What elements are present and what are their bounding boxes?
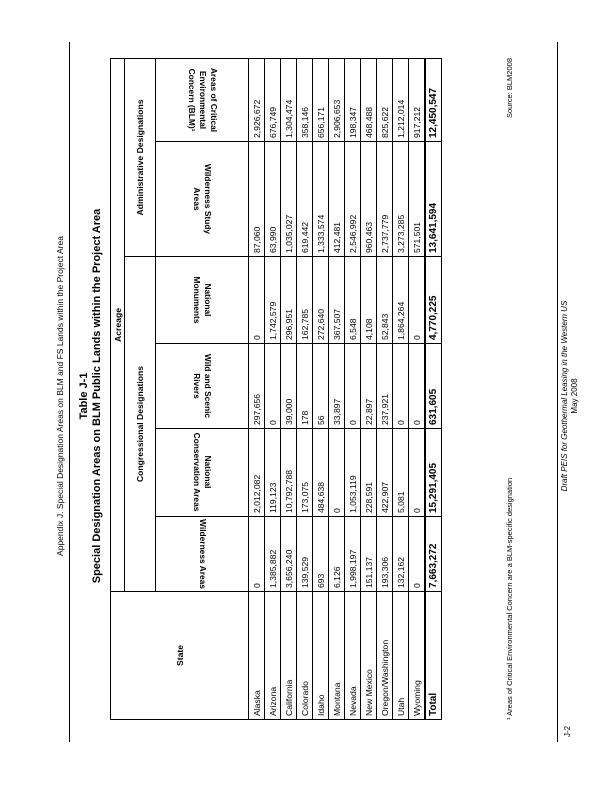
footnote: ¹ Areas of Critical Environmental Concern are a BLM-specific designation xyxy=(505,477,514,720)
value-cell: 10,792,788 xyxy=(281,429,297,517)
value-cell: 173,075 xyxy=(297,429,313,517)
value-cell: 2,906,653 xyxy=(329,58,345,141)
value-cell: 367,507 xyxy=(329,257,345,344)
value-cell: 0 xyxy=(345,344,361,429)
footer-document-title: Draft PEIS for Geothermal Leasing in the Western US xyxy=(560,300,569,492)
value-cell: 4,108 xyxy=(361,257,377,344)
table-row xyxy=(297,58,313,719)
value-cell: 52,843 xyxy=(377,257,393,344)
value-cell: 2,012,082 xyxy=(249,429,265,517)
footer-date: May 2008 xyxy=(570,378,579,414)
value-cell: 1,742,579 xyxy=(265,257,281,344)
table-row xyxy=(345,58,361,719)
value-cell: 1,035,027 xyxy=(281,142,297,257)
value-cell: 198,347 xyxy=(345,58,361,141)
page-number: J-2 xyxy=(563,725,572,737)
table-row xyxy=(409,58,426,719)
state-cell: California xyxy=(281,592,297,720)
value-cell: 1,304,474 xyxy=(281,58,297,141)
footer xyxy=(560,0,580,792)
total-row xyxy=(425,58,442,719)
state-cell: New Mexico xyxy=(361,592,377,720)
value-cell: 1,333,574 xyxy=(313,142,329,257)
state-cell: Nevada xyxy=(345,592,361,720)
header-rule xyxy=(69,42,70,742)
value-cell: 1,053,119 xyxy=(345,429,361,517)
value-cell: 0 xyxy=(409,429,426,517)
value-cell: 6,126 xyxy=(329,517,345,592)
value-cell: 272,640 xyxy=(313,257,329,344)
state-cell: Alaska xyxy=(249,592,265,720)
value-cell: 0 xyxy=(329,429,345,517)
value-cell: 825,622 xyxy=(377,58,393,141)
value-cell: 7,663,272 xyxy=(425,517,442,592)
table-row xyxy=(377,58,393,719)
value-cell: 297,656 xyxy=(249,344,265,429)
value-cell: 56 xyxy=(313,344,329,429)
value-cell: 484,638 xyxy=(313,429,329,517)
value-cell: 228,591 xyxy=(361,429,377,517)
state-cell: Oregon/Washington xyxy=(377,592,393,720)
value-cell: 619,442 xyxy=(297,142,313,257)
value-cell: 6,548 xyxy=(345,257,361,344)
value-cell: 87,060 xyxy=(249,142,265,257)
value-cell: 39,000 xyxy=(281,344,297,429)
column-header: Wild and Scenic Rivers xyxy=(156,344,249,429)
value-cell: 13,641,594 xyxy=(425,142,442,257)
table-row xyxy=(249,58,265,719)
value-cell: 3,656,240 xyxy=(281,517,297,592)
value-cell: 2,737,779 xyxy=(377,142,393,257)
value-cell: 119,123 xyxy=(265,429,281,517)
state-cell: Montana xyxy=(329,592,345,720)
table-title: Special Designation Areas on BLM Public Lands within the Project Area xyxy=(91,208,103,584)
value-cell: 151,137 xyxy=(361,517,377,592)
table-row xyxy=(393,58,409,719)
value-cell: 0 xyxy=(409,344,426,429)
running-header: Appendix J. Special Designation Areas on BLM and FS Lands within the Project Area xyxy=(55,236,65,556)
table-row xyxy=(329,58,345,719)
value-cell: 2,546,992 xyxy=(345,142,361,257)
value-cell: 178 xyxy=(297,344,313,429)
value-cell: 33,897 xyxy=(329,344,345,429)
value-cell: 960,463 xyxy=(361,142,377,257)
state-cell: Utah xyxy=(393,592,409,720)
value-cell: 1,212,014 xyxy=(393,58,409,141)
value-cell: 1,998,197 xyxy=(345,517,361,592)
table-row xyxy=(361,58,377,719)
value-cell: 917,212 xyxy=(409,58,426,141)
value-cell: 22,897 xyxy=(361,344,377,429)
value-cell: 422,907 xyxy=(377,429,393,517)
source-note: Source: BLM2008 xyxy=(505,58,514,119)
value-cell: 0 xyxy=(249,257,265,344)
table-row xyxy=(281,58,297,719)
value-cell: 656,171 xyxy=(313,58,329,141)
value-cell: 139,529 xyxy=(297,517,313,592)
column-header: National Monuments xyxy=(156,257,249,344)
value-cell: 15,291,405 xyxy=(425,429,442,517)
value-cell: 4,770,225 xyxy=(425,257,442,344)
state-cell: Wyoming xyxy=(409,592,426,720)
value-cell: 5,081 xyxy=(393,429,409,517)
value-cell: 676,749 xyxy=(265,58,281,141)
state-cell: Idaho xyxy=(313,592,329,720)
value-cell: 1,385,882 xyxy=(265,517,281,592)
value-cell: 237,921 xyxy=(377,344,393,429)
value-cell: 296,951 xyxy=(281,257,297,344)
table-body xyxy=(249,58,442,719)
value-cell: 693 xyxy=(313,517,329,592)
value-cell: 571,501 xyxy=(409,142,426,257)
value-cell: 63,990 xyxy=(265,142,281,257)
state-cell: Total xyxy=(425,592,442,720)
value-cell: 0 xyxy=(249,517,265,592)
value-cell: 12,450,547 xyxy=(425,58,442,141)
value-cell: 1,864,264 xyxy=(393,257,409,344)
acreage-header: Acreage xyxy=(111,58,125,591)
table-row xyxy=(313,58,329,719)
administrative-group-header: Administrative Designations xyxy=(125,58,156,256)
value-cell: 412,481 xyxy=(329,142,345,257)
value-cell: 132,162 xyxy=(393,517,409,592)
value-cell: 193,306 xyxy=(377,517,393,592)
value-cell: 631,605 xyxy=(425,344,442,429)
column-header: Areas of Critical Environmental Concern (BLM)¹ xyxy=(156,58,249,141)
value-cell: 2,926,672 xyxy=(249,58,265,141)
value-cell: 0 xyxy=(393,344,409,429)
value-cell: 0 xyxy=(265,344,281,429)
value-cell: 3,273,285 xyxy=(393,142,409,257)
value-cell: 0 xyxy=(409,517,426,592)
designation-table xyxy=(110,58,442,720)
value-cell: 162,785 xyxy=(297,257,313,344)
state-cell: Colorado xyxy=(297,592,313,720)
table-row xyxy=(265,58,281,719)
value-cell: 0 xyxy=(409,257,426,344)
table-number: Table J-1 xyxy=(78,372,90,420)
column-header: National Conservation Areas xyxy=(156,429,249,517)
column-header: Wilderness Study Areas xyxy=(156,142,249,257)
state-cell: Arizona xyxy=(265,592,281,720)
value-cell: 468,488 xyxy=(361,58,377,141)
column-header: Wilderness Areas xyxy=(156,517,249,592)
value-cell: 358,146 xyxy=(297,58,313,141)
congressional-group-header: Congressional Designations xyxy=(125,257,156,592)
footer-rule xyxy=(557,42,558,742)
state-header: State xyxy=(111,592,249,720)
